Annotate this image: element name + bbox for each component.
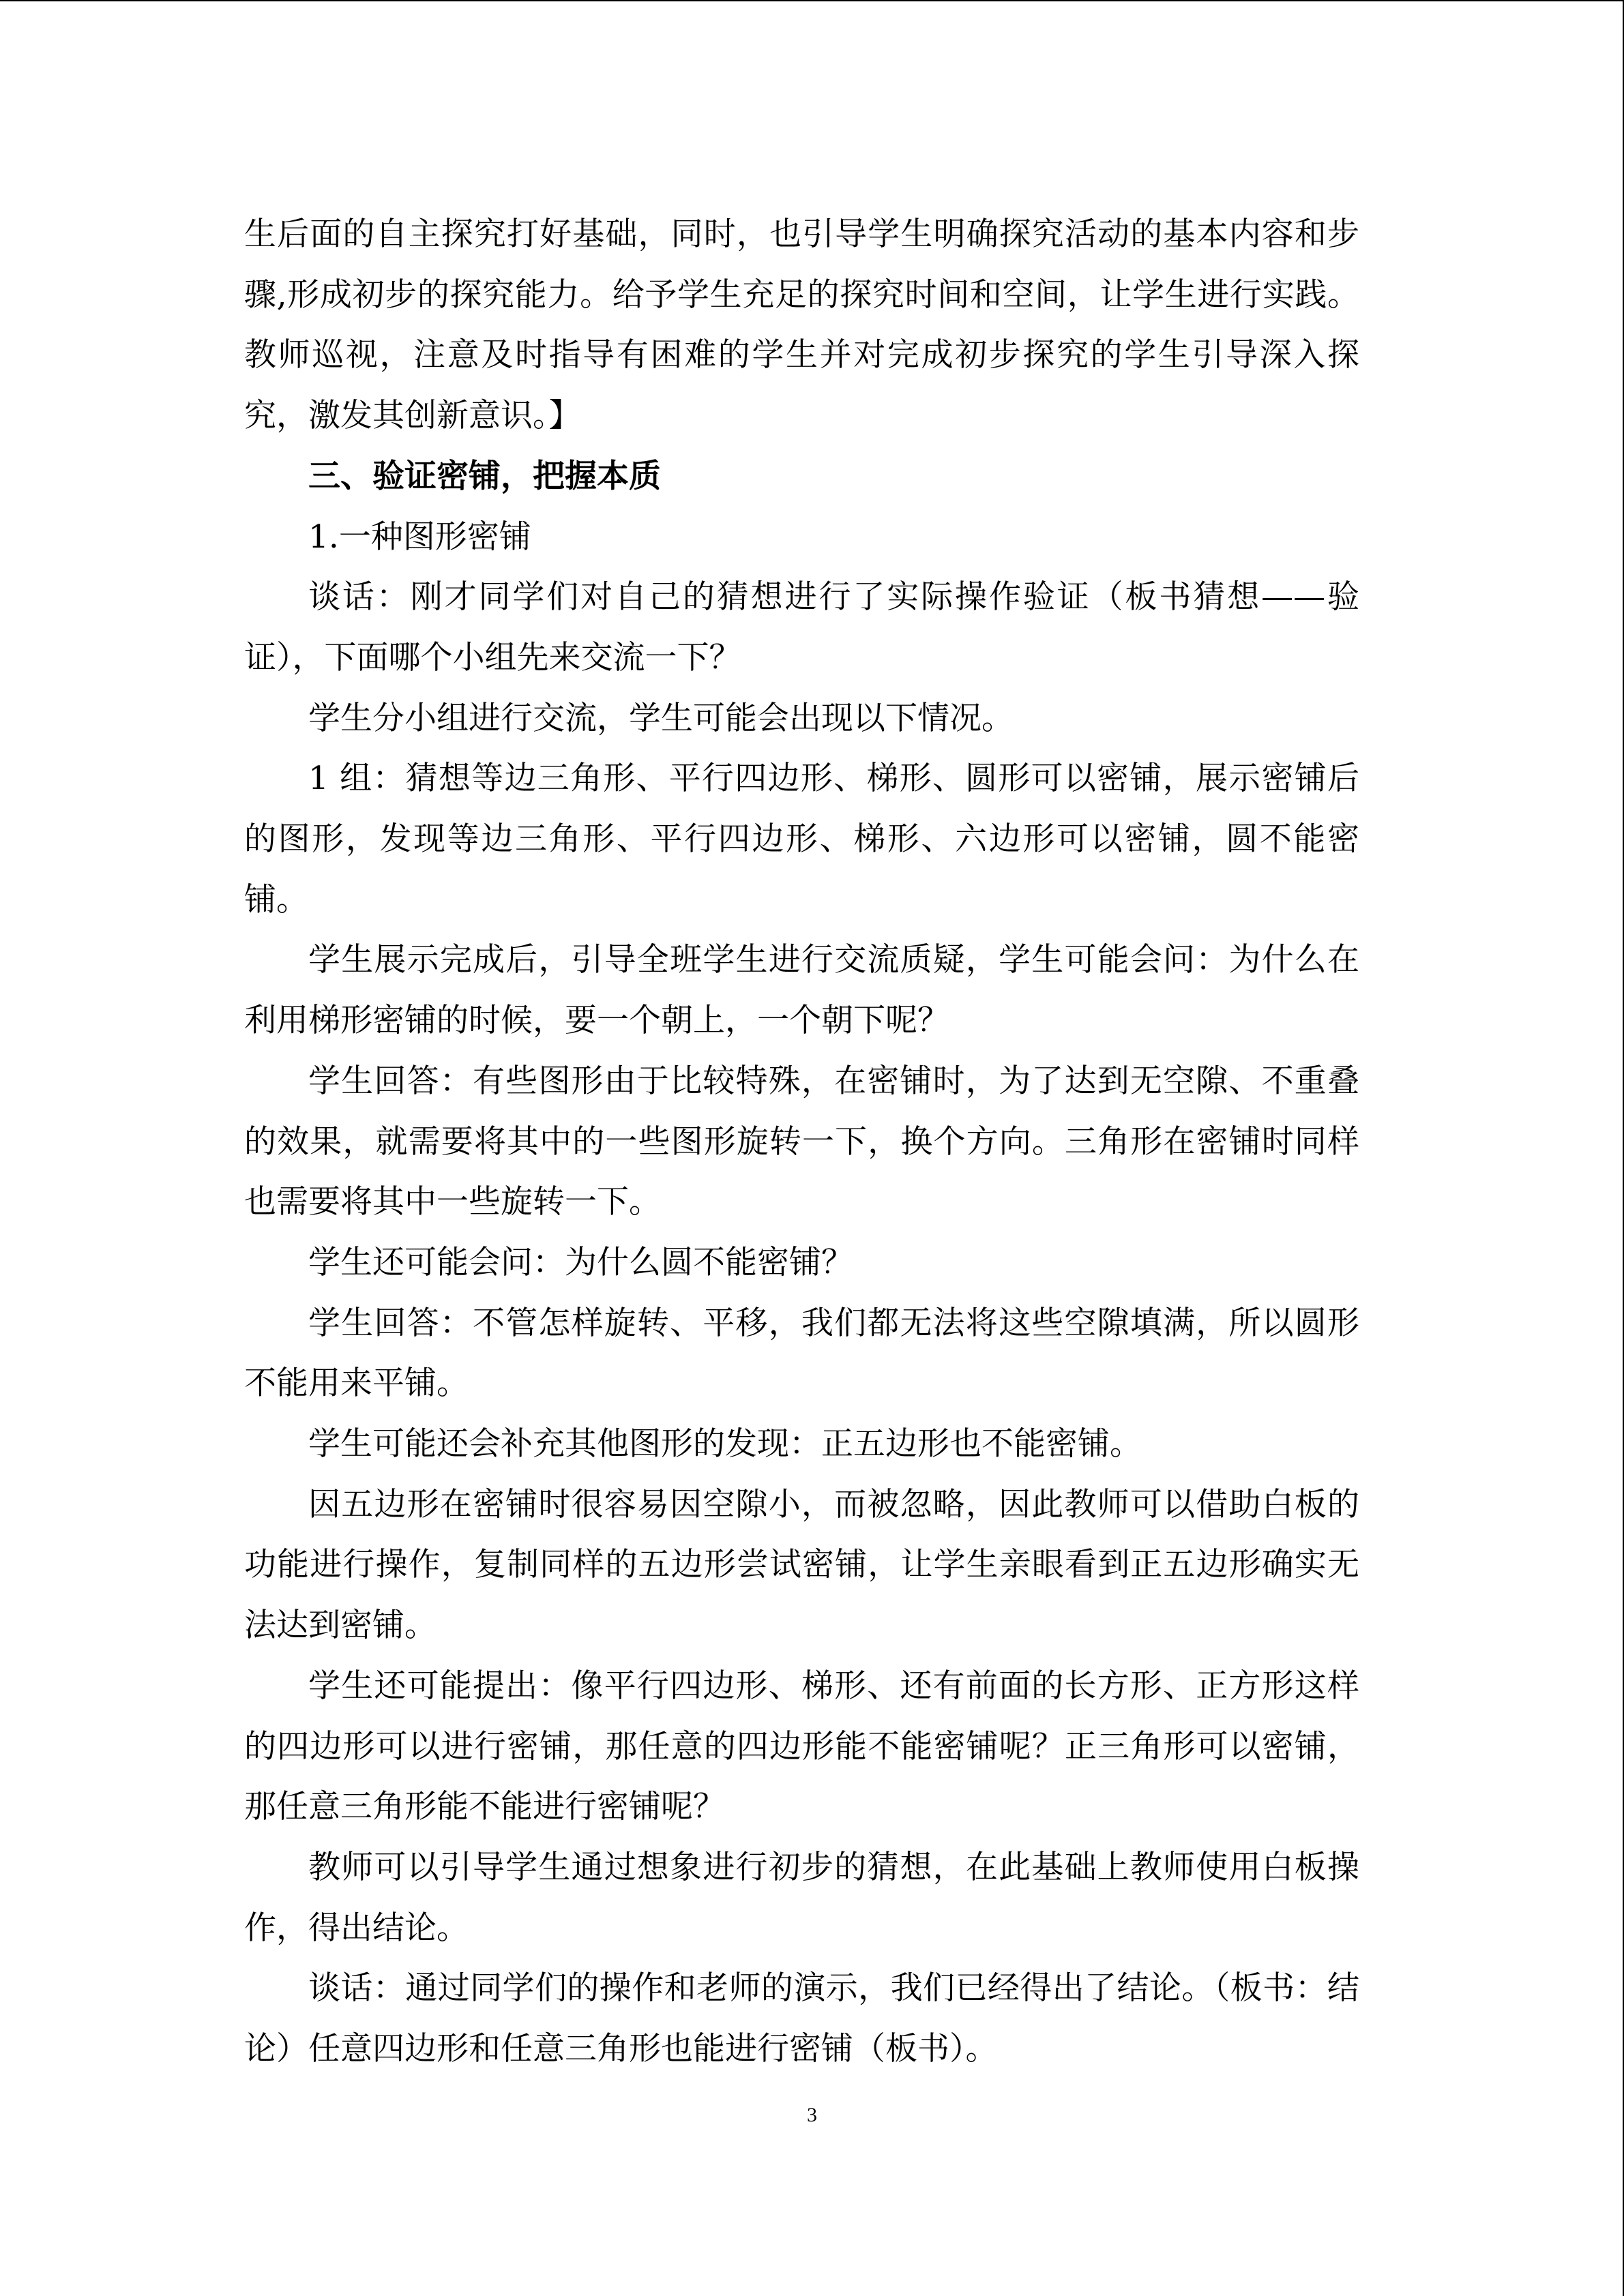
paragraph: 学生还可能提出：像平行四边形、梯形、还有前面的长方形、正方形这样的四边形可以进行密铺，那任意的四边形能不能密铺呢？正三角形可以密铺，那任意三角形能不能进行密铺呢？	[244, 1667, 1359, 1826]
paragraph-continuation: 生后面的自主探究打好基础，同时，也引导学生明确探究活动的基本内容和步骤,形成初步的探究能力。给予学生充足的探究时间和空间，让学生进行实践。教师巡视，注意及时指导有困难的学生并对完成初步探究的学生引导深入探究，激发其创新意识。】	[244, 215, 1359, 435]
subsection-heading: 1.一种图形密铺	[308, 518, 531, 556]
paragraph: 教师可以引导学生通过想象进行初步的猜想，在此基础上教师使用白板操作，得出结论。	[244, 1848, 1359, 1947]
paragraph: 因五边形在密铺时很容易因空隙小，而被忽略，因此教师可以借助白板的功能进行操作，复制同样的五边形尝试密铺，让学生亲眼看到正五边形确实无法达到密铺。	[244, 1485, 1359, 1645]
section-heading: 三、验证密铺，把握本质	[308, 457, 661, 495]
paragraph: 学生回答：不管怎样旋转、平移，我们都无法将这些空隙填满，所以圆形不能用来平铺。	[244, 1304, 1359, 1403]
paragraph: 谈话：刚才同学们对自己的猜想进行了实际操作验证（板书猜想——验证），下面哪个小组先来交流一下？	[244, 578, 1359, 676]
document-body	[244, 205, 1359, 2080]
paragraph: 学生可能还会补充其他图形的发现：正五边形也不能密铺。	[308, 1425, 1142, 1463]
paragraph: 学生展示完成后，引导全班学生进行交流质疑，学生可能会问：为什么在利用梯形密铺的时候，要一个朝上，一个朝下呢？	[244, 941, 1359, 1040]
paragraph: 1 组：猜想等边三角形、平行四边形、梯形、圆形可以密铺，展示密铺后的图形，发现等边三角形、平行四边形、梯形、六边形可以密铺，圆不能密铺。	[244, 760, 1359, 919]
paragraph: 学生分小组进行交流，学生可能会出现以下情况。	[308, 699, 1014, 737]
paragraph: 学生回答：有些图形由于比较特殊，在密铺时，为了达到无空隙、不重叠的效果，就需要将其中的一些图形旋转一下，换个方向。三角形在密铺时同样也需要将其中一些旋转一下。	[244, 1062, 1359, 1221]
paragraph: 谈话：通过同学们的操作和老师的演示，我们已经得出了结论。（板书：结论）任意四边形和任意三角形也能进行密铺（板书）。	[244, 1969, 1359, 2068]
page-number: 3	[807, 2104, 817, 2126]
paragraph: 学生还可能会问：为什么圆不能密铺？	[308, 1243, 853, 1281]
